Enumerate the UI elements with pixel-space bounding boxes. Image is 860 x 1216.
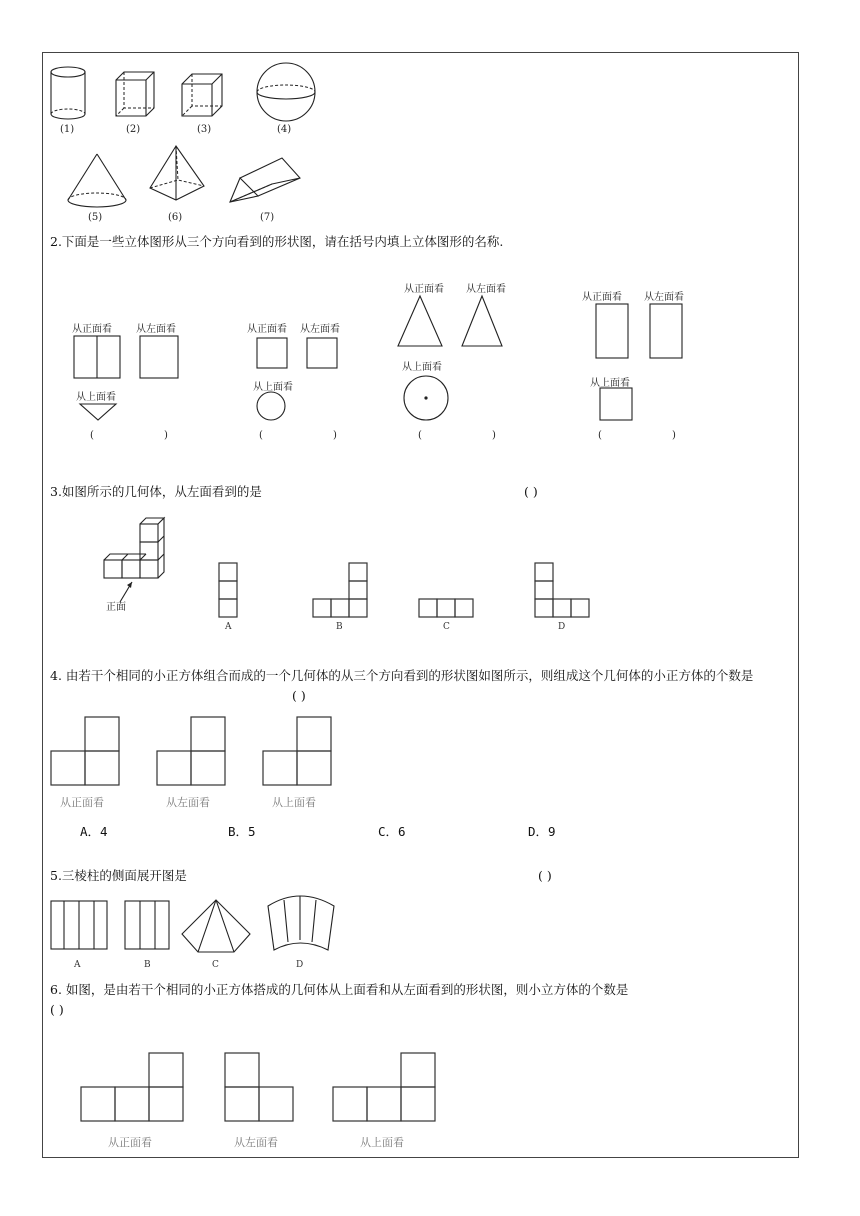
q6-left-view-label: 从左面看 bbox=[234, 1136, 278, 1149]
q2-g3-front-label: 从正面看 bbox=[404, 284, 444, 295]
q4-option-c[interactable]: C．6 bbox=[378, 824, 406, 839]
q4-front-view-label: 从正面看 bbox=[60, 796, 104, 809]
q4-left-view-label: 从左面看 bbox=[166, 796, 210, 809]
figure-label-7: (7) bbox=[260, 212, 275, 223]
q6-answer-bracket[interactable]: ( ) bbox=[50, 1002, 64, 1017]
q6-top-view bbox=[332, 1052, 440, 1126]
q3-option-b-figure[interactable] bbox=[312, 562, 372, 622]
q2-g4-left-label: 从左面看 bbox=[644, 292, 684, 303]
q5-option-a-figure[interactable] bbox=[50, 900, 110, 952]
figure-label-3: (3) bbox=[197, 124, 212, 135]
q3-option-b-label: B bbox=[336, 622, 343, 632]
q2-g2-front-label: 从正面看 bbox=[247, 324, 287, 335]
cuboid-figure bbox=[112, 70, 158, 122]
q2-g1-views bbox=[72, 336, 182, 426]
q4-option-a[interactable]: A．4 bbox=[80, 824, 108, 839]
cylinder-figure bbox=[48, 66, 90, 122]
q2-g3-paren-open: ( bbox=[418, 430, 422, 441]
q4-front-view bbox=[50, 716, 122, 788]
q2-g2-paren-close: ) bbox=[333, 430, 337, 441]
q6-top-view-label: 从上面看 bbox=[360, 1136, 404, 1149]
q2-g2-paren-open: ( bbox=[259, 430, 263, 441]
q2-g3-left-label: 从左面看 bbox=[466, 284, 506, 295]
q4-option-d[interactable]: D．9 bbox=[528, 824, 556, 839]
q3-option-c-label: C bbox=[443, 622, 450, 632]
q3-option-a-label: A bbox=[225, 622, 232, 632]
figure-label-2: (2) bbox=[126, 124, 141, 135]
figure-label-4: (4) bbox=[277, 124, 292, 135]
q5-option-b-label: B bbox=[144, 960, 151, 970]
figure-label-5: (5) bbox=[88, 212, 103, 223]
q3-text: 3.如图所示的几何体，从左面看到的是 bbox=[50, 484, 262, 499]
triangular-prism-figure bbox=[228, 156, 312, 208]
q5-answer-bracket[interactable]: ( ) bbox=[538, 868, 552, 883]
q2-g4-top-label: 从上面看 bbox=[590, 378, 630, 389]
q2-g2-left-label: 从左面看 bbox=[300, 324, 340, 335]
q5-option-a-label: A bbox=[74, 960, 81, 970]
q3-option-a-figure[interactable] bbox=[218, 562, 240, 622]
q2-g3-top-label: 从上面看 bbox=[402, 362, 442, 373]
q2-g1-top-label: 从上面看 bbox=[76, 392, 116, 403]
figure-label-6: (6) bbox=[168, 212, 183, 223]
q5-option-d-figure[interactable] bbox=[262, 892, 340, 958]
q5-option-d-label: D bbox=[296, 960, 304, 970]
q2-g2-top-label: 从上面看 bbox=[253, 382, 293, 393]
q2-g1-paren-close: ) bbox=[164, 430, 168, 441]
q4-top-view-label: 从上面看 bbox=[272, 796, 316, 809]
q3-option-d-figure[interactable] bbox=[534, 562, 594, 622]
sphere-figure bbox=[254, 62, 318, 124]
q6-left-view bbox=[224, 1052, 298, 1126]
q2-g1-front-label: 从正面看 bbox=[72, 324, 112, 335]
q6-text: 6. 如图，是由若干个相同的小正方体搭成的几何体从上面看和从左面看到的形状图，则小立方体的个数是 bbox=[50, 982, 629, 997]
q2-g3-paren-close: ) bbox=[492, 430, 496, 441]
q5-option-b-figure[interactable] bbox=[124, 900, 174, 952]
q2-g4-paren-close: ) bbox=[672, 430, 676, 441]
q2-text: 2.下面是一些立体图形从三个方向看到的形状图，请在括号内填上立体图形的名称. bbox=[50, 234, 504, 249]
q4-top-view bbox=[262, 716, 334, 788]
q3-option-c-figure[interactable] bbox=[418, 598, 478, 620]
q5-option-c-label: C bbox=[212, 960, 219, 970]
q3-answer-bracket[interactable]: ( ) bbox=[524, 484, 538, 499]
q2-g4-views bbox=[594, 304, 694, 424]
q6-front-view bbox=[80, 1052, 188, 1126]
q3-front-label: 正面 bbox=[106, 602, 126, 613]
cone-figure bbox=[66, 150, 128, 210]
pyramid-figure bbox=[146, 144, 208, 206]
q3-option-d-label: D bbox=[558, 622, 566, 632]
q5-option-c-figure[interactable] bbox=[180, 898, 254, 956]
q4-answer-bracket[interactable]: ( ) bbox=[292, 688, 306, 703]
q2-g4-paren-open: ( bbox=[598, 430, 602, 441]
q4-option-b[interactable]: B．5 bbox=[228, 824, 256, 839]
q4-text: 4. 由若干个相同的小正方体组合而成的一个几何体的从三个方向看到的形状图如图所示，则组成这个几何体的小正方体的个数是 bbox=[50, 668, 754, 683]
q5-text: 5.三棱柱的侧面展开图是 bbox=[50, 868, 187, 883]
figure-label-1: (1) bbox=[60, 124, 75, 135]
cube-figure bbox=[178, 72, 226, 122]
q4-left-view bbox=[156, 716, 228, 788]
q2-g4-front-label: 从正面看 bbox=[582, 292, 622, 303]
q6-front-view-label: 从正面看 bbox=[108, 1136, 152, 1149]
q2-g1-left-label: 从左面看 bbox=[136, 324, 176, 335]
q2-g1-paren-open: ( bbox=[90, 430, 94, 441]
